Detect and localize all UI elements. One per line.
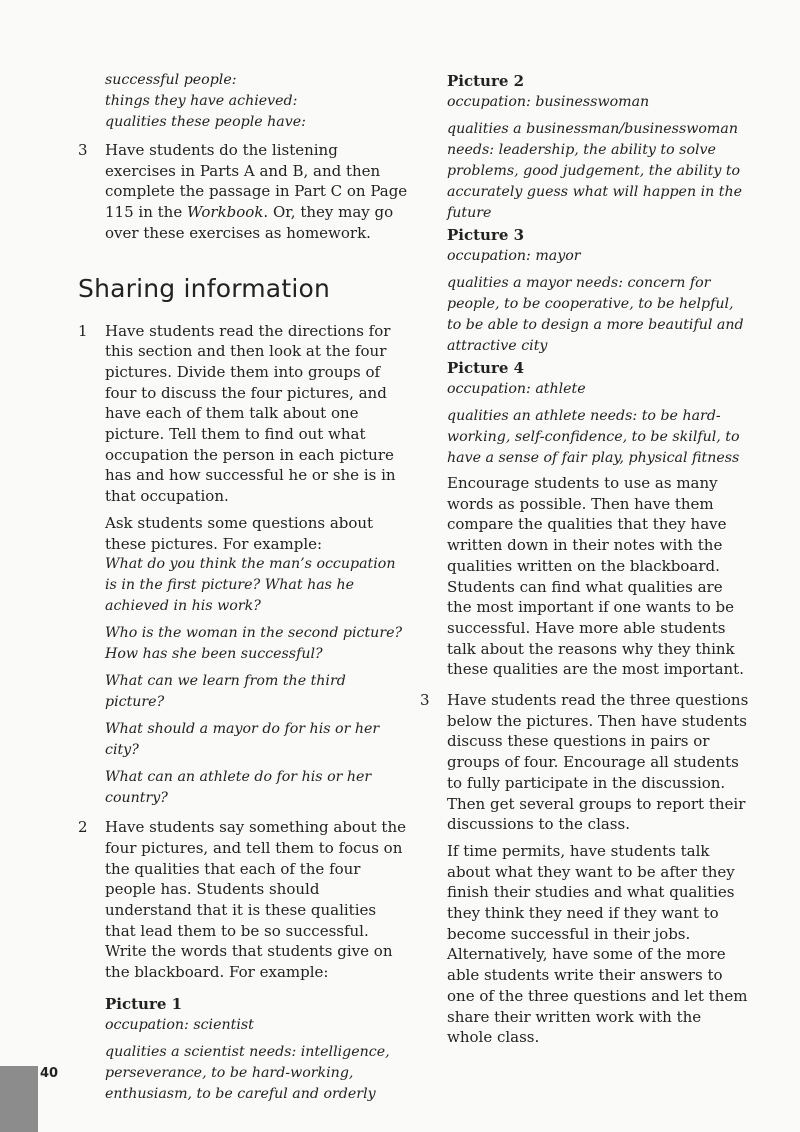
picture-1-occupation: occupation: scientist [105, 1016, 254, 1033]
intro-prompts [78, 70, 408, 133]
step-text: If time permits, have students talk about what they want to be after they finish their studies and what qualities they think they need if they want to become successful in their jobs. Alternatively, have some of the more able students write their answers to one of the three questions and let them share their written work with the whole class. [447, 841, 748, 1047]
step-text: Have students read the directions for this section and then look at the four pictures. Divide them into groups of four to discuss the four pictures, and have each of them talk about one picture. Tell them to find out what occupation the person in each picture has and how successful he or she is in that occupation. [105, 321, 396, 506]
step-number: 1 [78, 321, 88, 340]
example-question: What can we learn from the third picture? [105, 673, 346, 711]
prompt-line: successful people: [105, 72, 237, 88]
picture-1-qualities: qualities a scientist needs: intelligence, perseverance, to be hard-working, enthusiasm, to be careful and orderly [105, 1043, 390, 1102]
workbook-title: Workbook [186, 203, 264, 222]
example-question: What can an athlete do for his or her country? [105, 769, 372, 807]
prompt-line: things they have achieved: [105, 93, 298, 109]
step-text: Have students say something about the four pictures, and tell them to focus on the qualities that each of the four people has. Students should understand that it is these qualities that lead them to be so successful. Write the words that students give on the blackboard. For example: [105, 818, 406, 982]
picture-4-qualities: qualities an athlete needs: to be hard-working, self-confidence, to be skilful, to have a sense of fair play, physical fitness [447, 408, 740, 466]
picture-3-qualities: qualities a mayor needs: concern for people, to be cooperative, to be helpful, to be able to design a more beautiful and attractive city [447, 275, 744, 354]
encourage-paragraph: Encourage students to use as many words as possible. Then have them compare the qualities that they have written down in their notes with the qualities written on the blackboard. Students can find what qualities are the most important if one wants to be successful. Have more able students talk about the reasons why they think these qualities are the most important. [447, 474, 744, 679]
prompt-line: qualities these people have: [105, 114, 306, 130]
section-heading: Sharing information [78, 273, 331, 303]
step-2-pictures [78, 817, 408, 1105]
step-3-discussion [420, 690, 750, 1048]
left-column [78, 70, 408, 1105]
picture-3-title: Picture 3 [447, 226, 525, 244]
right-column [420, 70, 750, 1048]
picture-2-title: Picture 2 [447, 72, 525, 90]
picture-3-occupation: occupation: mayor [447, 248, 581, 264]
picture-2-occupation: occupation: businesswoman [447, 94, 650, 110]
example-question: Who is the woman in the second picture? How has she been successful? [105, 625, 403, 663]
step-number: 3 [78, 141, 88, 159]
step-3-listening [78, 140, 408, 244]
step-text: Ask students some questions about these pictures. For example: [105, 513, 374, 553]
example-question: What do you think the man’s occupation is in the first picture? What has he achieved in his work? [105, 556, 396, 615]
pictures-list [420, 70, 750, 680]
example-question: What should a mayor do for his or her city? [105, 721, 380, 759]
step-text: Have students read the three questions below the pictures. Then have students discuss these questions in pairs or groups of four. Encourage all students to fully participate in the discussion. Then get several groups to report their discussions to the class. [447, 691, 749, 834]
picture-4-occupation: occupation: athlete [447, 381, 586, 397]
page-number: 40 [40, 1066, 59, 1081]
step-number: 3 [420, 691, 430, 710]
picture-4-title: Picture 4 [447, 359, 525, 377]
picture-2-qualities: qualities a businessman/businesswoman needs: leadership, the ability to solve problems, good judgement, the ability to accurately guess what will happen in the future [447, 121, 743, 221]
step-1-sharing [78, 321, 408, 810]
step-text: Have students do the listening exercises in Parts A and B, and then complete the passage in Part C on Page 115 in the Workbook. Or, they may go over these exercises as homework. [105, 141, 408, 242]
picture-1-title: Picture 1 [105, 994, 183, 1013]
step-number: 2 [78, 818, 88, 837]
page-tab-bar [0, 1066, 38, 1132]
